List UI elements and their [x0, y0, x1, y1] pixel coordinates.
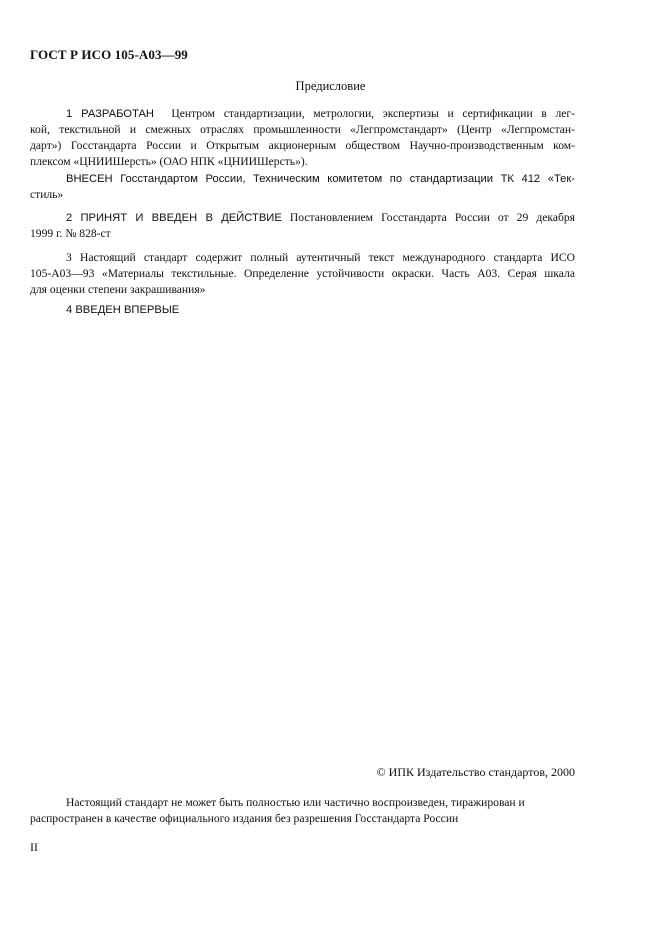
paragraph-first-introduced	[30, 302, 575, 318]
clause-label: 1 РАЗРАБОТАН	[66, 108, 155, 120]
paragraph-line: плексом «ЦНИИШерсть» (ОАО НПК «ЦНИИШерсть»).	[30, 155, 308, 168]
page-title: Предисловие	[295, 79, 366, 93]
paragraph-line: для оценки степени закрашивания»	[30, 283, 206, 296]
paragraph-line: 1999 г. № 828-ст	[30, 227, 111, 240]
paragraph-adopted	[30, 210, 575, 242]
paragraph-line: 3 Настоящий стандарт содержит полный аутентичный текст международного стандарта ИСО	[66, 251, 575, 264]
paragraph-line: 2 ПРИНЯТ И ВВЕДЕН В ДЕЙСТВИЕ Постановлением Госстандарта России от 29 декабря	[66, 211, 575, 224]
document-code: ГОСТ Р ИСО 105-А03—99	[30, 47, 188, 62]
paragraph-line: 4 ВВЕДЕН ВПЕРВЫЕ	[66, 304, 180, 316]
copyright-notice: © ИПК Издательство стандартов, 2000	[376, 765, 575, 779]
paragraph-introduced	[30, 171, 575, 203]
notice-line: распространен в качестве официального издания без разрешения Госстандарта России	[30, 812, 459, 825]
paragraph-line: дарт») Госстандарта России и Открытым акционерным обществом Научно-производственным ком-	[30, 139, 575, 152]
clause-label: 2 ПРИНЯТ И ВВЕДЕН В ДЕЙСТВИЕ	[66, 212, 282, 224]
paragraph-developed	[30, 106, 575, 170]
paragraph-line: 105-А03—93 «Материалы текстильные. Определение устойчивости окраски. Часть А03. Серая шкала	[30, 267, 575, 280]
reproduction-notice	[30, 795, 575, 827]
paragraph-line: стиль»	[30, 188, 64, 201]
paragraph-line: 1 РАЗРАБОТАН Центром стандартизации, метрологии, экспертизы и сертификации в лег-	[66, 107, 576, 120]
page-number: II	[30, 840, 38, 854]
paragraph-line: кой, текстильной и смежных отраслях промышленности «Легпромстандарт» (Центр «Легпромстан-	[30, 123, 575, 136]
paragraph-content	[30, 250, 575, 298]
notice-line: Настоящий стандарт не может быть полностью или частично воспроизведен, тиражирован и	[66, 796, 525, 809]
paragraph-line: ВНЕСЕН Госстандартом России, Техническим комитетом по стандартизации ТК 412 «Тек-	[66, 173, 575, 185]
